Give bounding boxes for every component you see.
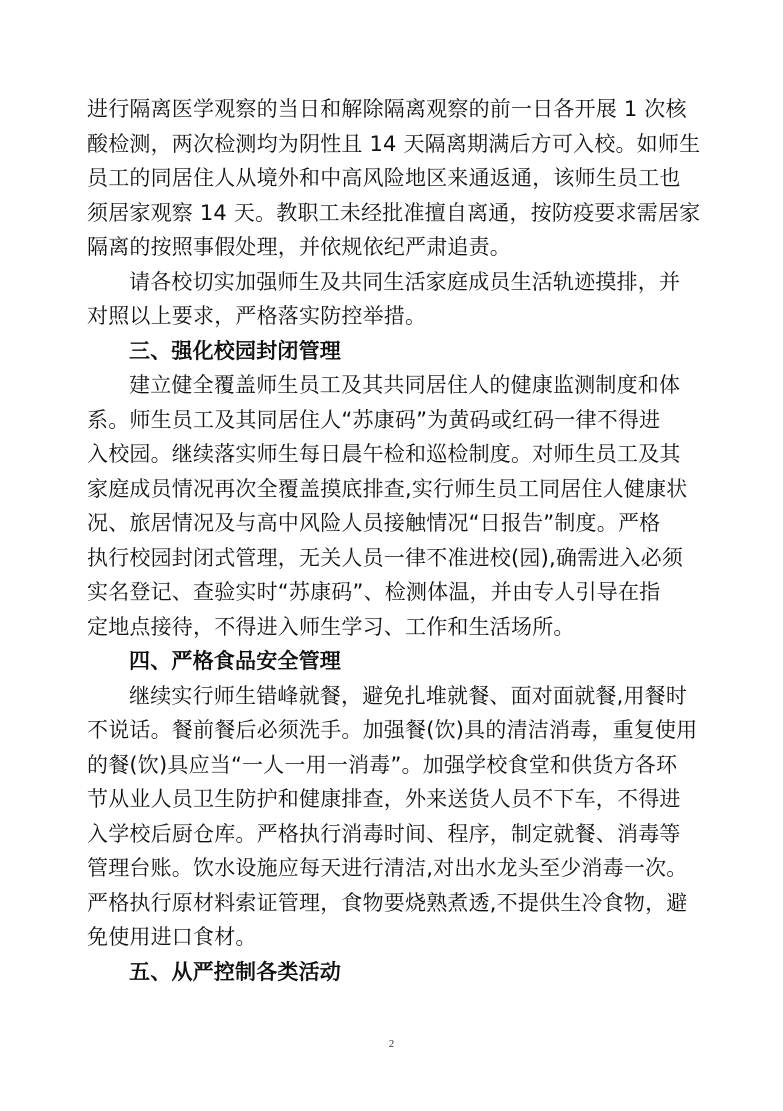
body-text-line: 对照以上要求，严格落实防控举措。: [87, 304, 427, 328]
page-number: 2: [388, 1038, 395, 1050]
body-text-line: 员工的同居住人从境外和中高风险地区来通返通，该师生员工也: [87, 166, 681, 190]
document-body: [87, 92, 699, 989]
body-text-line: 节从业人员卫生防护和健康排查，外来送货人员不下车，不得进: [87, 787, 681, 811]
body-text-line: 的餐(饮)具应当“一人一用一消毒”。加强学校食堂和供货方各环: [87, 752, 678, 777]
paragraph-start-line: 建立健全覆盖师生员工及其共同居住人的健康监测制度和体: [129, 373, 681, 397]
body-text-line: 定地点接待，不得进入师生学习、工作和生活场所。: [87, 614, 575, 639]
body-text-line: 执行校园封闭式管理，无关人员一律不准进校(园),确需进入必须: [87, 545, 684, 570]
body-text-line: 严格执行原材料索证管理，食物要烧熟煮透,不提供生冷食物，避: [87, 890, 688, 915]
section-heading-5: 五、从严控制各类活动: [129, 959, 341, 984]
body-text-line: 隔离的按照事假处理，并依规依纪严肃追责。: [87, 235, 511, 259]
paragraph-start-line: 继续实行师生错峰就餐，避免扎堆就餐、面对面就餐,用餐时: [129, 683, 688, 708]
body-text-line: 免使用进口食材。: [87, 925, 257, 949]
section-heading-3: 三、强化校园封闭管理: [129, 338, 341, 363]
body-text-line: 系。师生员工及其同居住人“苏康码”为黄码或红码一律不得进: [87, 407, 661, 432]
paragraph-start-line: 请各校切实加强师生及共同生活家庭成员生活轨迹摸排，并: [129, 269, 681, 294]
body-text-line: 不说话。餐前餐后必须洗手。加强餐(饮)具的清洁消毒，重复使用: [87, 718, 698, 742]
body-text-line: 须居家观察 14 天。教职工未经批准擅自离通，按防疫要求需居家: [87, 200, 701, 225]
body-text-line: 入校园。继续落实师生每日晨午检和巡检制度。对师生员工及其: [87, 442, 681, 466]
body-text-line: 实名登记、查验实时“苏康码”、检测体温，并由专人引导在指: [87, 580, 661, 604]
body-text-line: 家庭成员情况再次全覆盖摸底排查,实行师生员工同居住人健康状: [87, 476, 688, 501]
section-heading-4: 四、严格食品安全管理: [129, 649, 341, 673]
body-text-line: 况、旅居情况及与高中风险人员接触情况“日报告”制度。严格: [87, 511, 661, 535]
body-text-line: 酸检测，两次检测均为阴性且 14 天隔离期满后方可入校。如师生: [87, 131, 701, 156]
body-text-line: 入学校后厨仓库。严格执行消毒时间、程序，制定就餐、消毒等: [87, 821, 681, 846]
body-text-line: 管理台账。饮水设施应每天进行清洁,对出水龙头至少消毒一次。: [87, 856, 688, 880]
body-text-line: 进行隔离医学观察的当日和解除隔离观察的前一日各开展 1 次核: [87, 97, 687, 121]
